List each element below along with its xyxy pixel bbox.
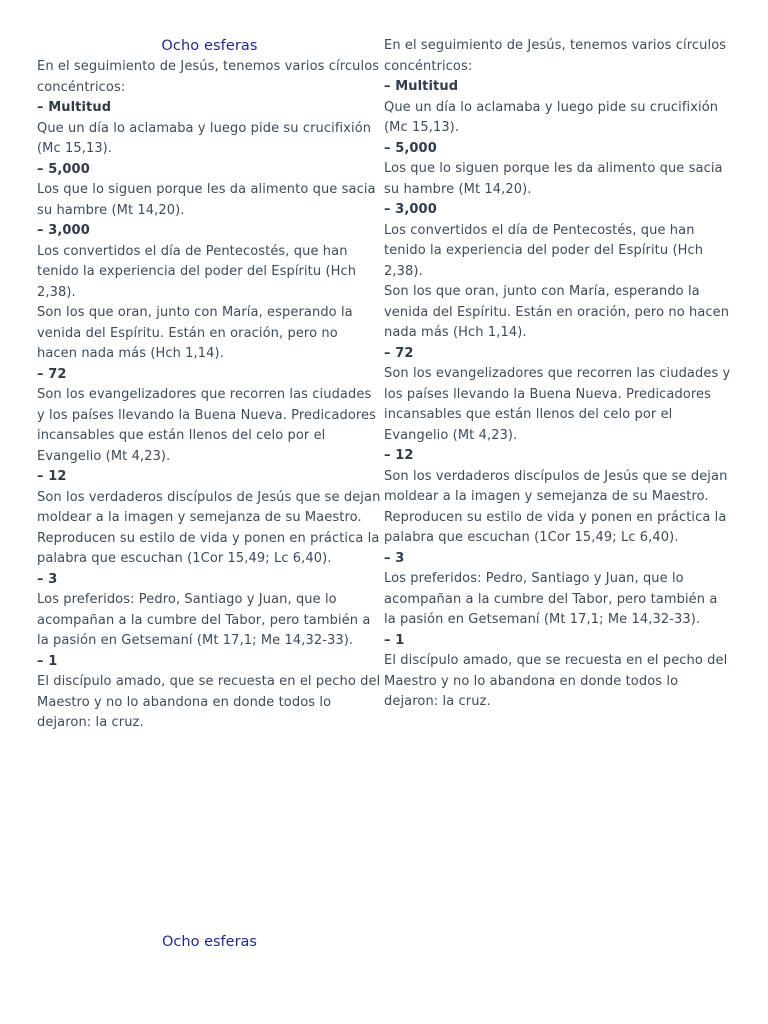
intro-text: En el seguimiento de Jesús, tenemos varios círculos concéntricos: [37,59,380,95]
section-heading-multitud: – Multitud [37,100,112,115]
section-text: Son los evangelizadores que recorren las ciudades y los países llevando la Buena Nueva. Predicadores incansables que están llenos del celo por el Evangelio (Mt 4,23). [37,387,377,464]
page-title: Ocho esferas [161,38,258,54]
section-text: Los convertidos el día de Pentecostés, que han tenido la experiencia del poder del Espíritu (Hch 2,38). [37,243,357,300]
section-text: Son los que oran, junto con María, esperando la venida del Espíritu. Están en oración, pero no hacen nada más (Hch 1,14). [37,305,353,361]
section-heading-3000: – 3,000 [384,202,437,217]
section-text: Los convertidos el día de Pentecostés, que han tenido la experiencia del poder del Espíritu (Hch 2,38). [384,222,704,279]
section-heading-5000: – 5,000 [384,140,437,156]
section-text: El discípulo amado, que se recuesta en el pecho del Maestro y no lo abandona en donde todos lo dejaron: la cruz. [37,674,381,730]
section-text: Los preferidos: Pedro, Santiago y Juan, que lo acompañan a la cumbre del Tabor, pero también a la pasión en Getsemaní (Mt 17,1; Me 14,32-33). [37,592,371,648]
section-heading-72: – 72 [384,345,414,361]
section-heading-3: – 3 [384,550,405,566]
section-text: Que un día lo aclamaba y luego pide su crucifixión (Mc 15,13). [37,120,372,156]
section-text: Que un día lo aclamaba y luego pide su crucifixión (Mc 15,13). [384,99,719,135]
section-heading-1: – 1 [37,653,58,669]
section-text: Los que lo siguen porque les da alimento que sacia su hambre (Mt 14,20). [37,182,376,218]
section-text: Son los verdaderos discípulos de Jesús que se dejan moldear a la imagen y semejanza de su Maestro. Reproducen su estilo de vida y ponen en práctica la palabra que escuchan (1Cor 15,49; Lc 6,40). [384,468,728,545]
left-column [37,36,382,734]
section-text: Los que lo siguen porque les da alimento que sacia su hambre (Mt 14,20). [384,161,723,197]
section-text: Son los que oran, junto con María, esperando la venida del Espíritu. Están en oración, pero no hacen nada más (Hch 1,14). [384,284,730,340]
right-column [384,36,732,713]
section-heading-5000: – 5,000 [37,161,90,177]
section-heading-3: – 3 [37,571,58,587]
intro-text: En el seguimiento de Jesús, tenemos varios círculos concéntricos: [384,38,727,74]
section-text: El discípulo amado, que se recuesta en el pecho del Maestro y no lo abandona en donde todos lo dejaron: la cruz. [384,653,728,709]
section-heading-72: – 72 [37,366,67,382]
section-heading-multitud: – Multitud [384,79,459,94]
section-text: Son los verdaderos discípulos de Jesús que se dejan moldear a la imagen y semejanza de su Maestro. Reproducen su estilo de vida y ponen en práctica la palabra que escuchan (1Cor 15,49; Lc 6,40). [37,489,381,566]
section-text: Los preferidos: Pedro, Santiago y Juan, que lo acompañan a la cumbre del Tabor, pero también a la pasión en Getsemaní (Mt 17,1; Me 14,32-33). [384,571,718,627]
section-text: Son los evangelizadores que recorren las ciudades y los países llevando la Buena Nueva. Predicadores incansables que están llenos del celo por el Evangelio (Mt 4,23). [384,366,731,443]
section-heading-12: – 12 [384,448,414,463]
page-title-bottom: Ocho esferas [162,934,257,950]
section-heading-1: – 1 [384,632,405,648]
section-heading-12: – 12 [37,469,67,484]
section-heading-3000: – 3,000 [37,223,90,238]
